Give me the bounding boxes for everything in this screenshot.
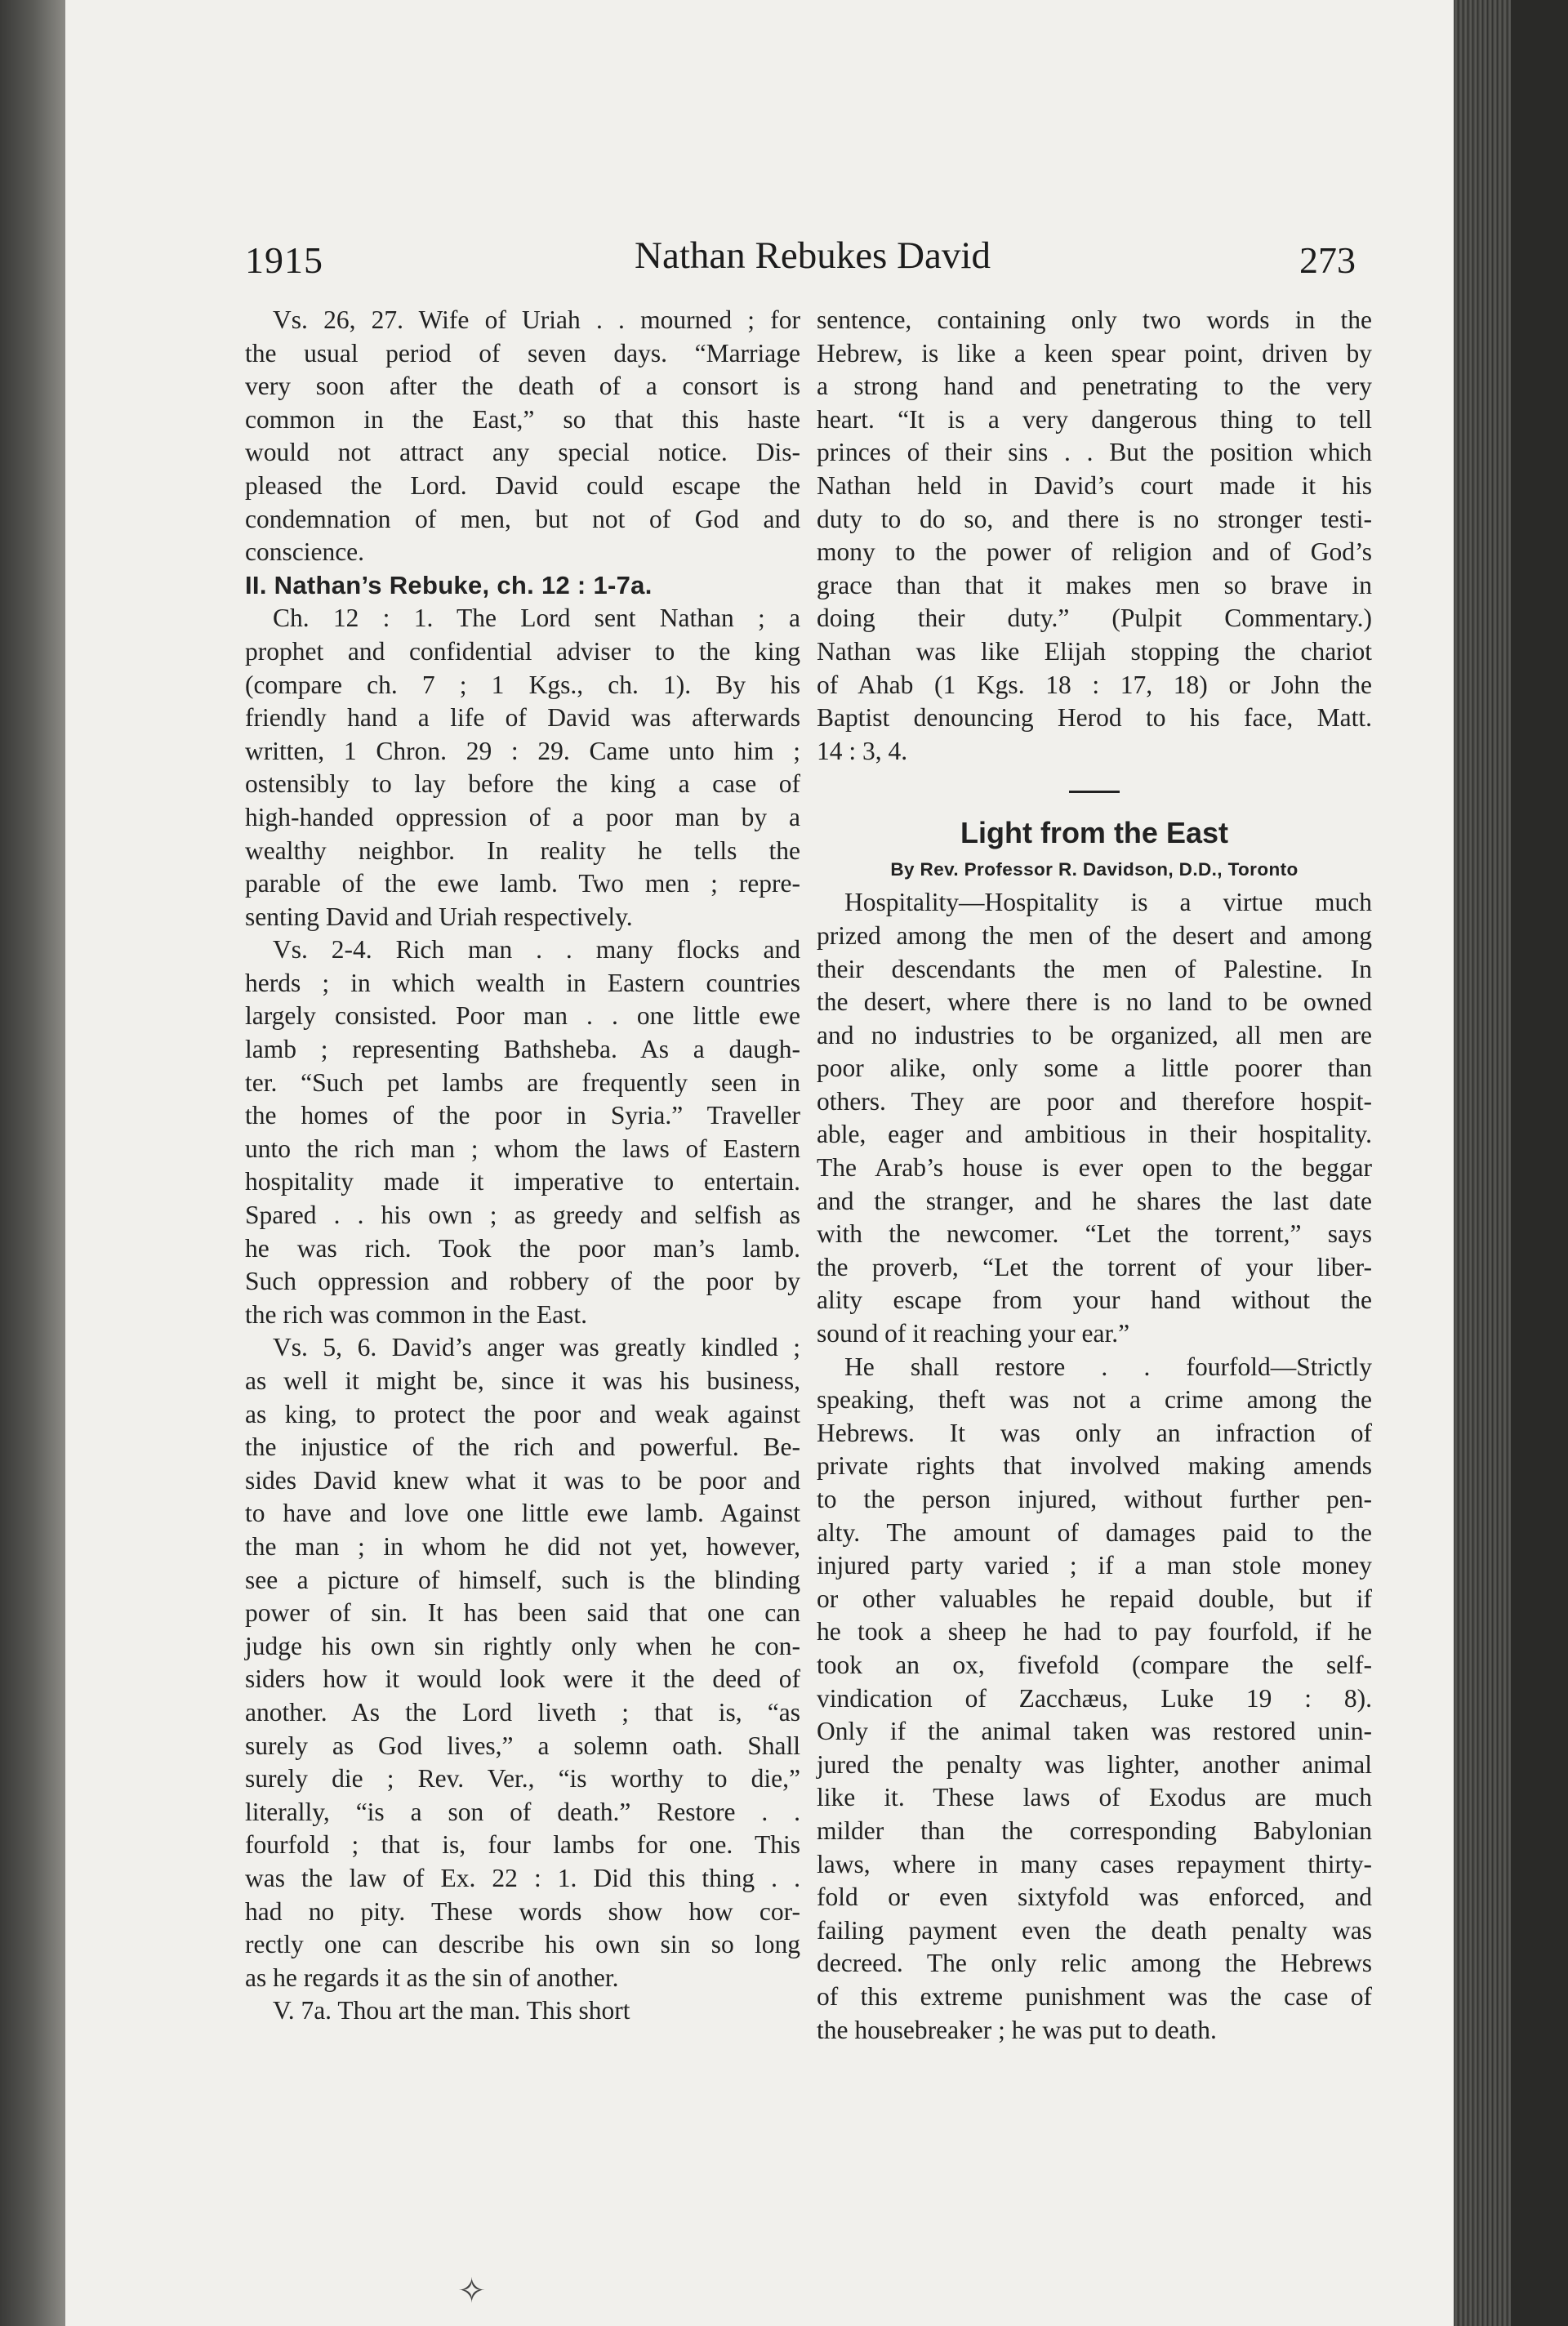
text-line: doing their duty.” (Pulpit Commentary.) bbox=[817, 604, 1372, 633]
text-line: hospitality made it imperative to entertain. bbox=[245, 1167, 800, 1196]
text-line: Vs. 26, 27. Wife of Uriah . . mourned ; for bbox=[273, 305, 800, 334]
text-line: wealthy neighbor. In reality he tells the bbox=[245, 835, 800, 865]
text-line: was the law of Ex. 22 : 1. Did this thing . . bbox=[245, 1863, 800, 1892]
text-line: heart. “It is a very dangerous thing to tell bbox=[817, 404, 1372, 434]
text-line: sentence, containing only two words in the bbox=[817, 305, 1372, 334]
text-line: had no pity. These words show how cor- bbox=[245, 1896, 800, 1926]
text-line: ality escape from your hand without the bbox=[817, 1286, 1372, 1315]
text-line: Nathan held in David’s court made it his bbox=[817, 470, 1372, 500]
text-line: (compare ch. 7 ; 1 Kgs., ch. 1). By his bbox=[245, 670, 800, 699]
text-line: the homes of the poor in Syria.” Traveller bbox=[245, 1101, 800, 1130]
text-line: of this extreme punishment was the case of bbox=[817, 1981, 1372, 2011]
text-line: Ch. 12 : 1. The Lord sent Nathan ; a bbox=[273, 604, 800, 633]
text-line: jured the penalty was lighter, another animal bbox=[817, 1749, 1372, 1779]
text-line: he took a sheep he had to pay fourfold, if he bbox=[817, 1617, 1372, 1646]
text-line: fourfold ; that is, four lambs for one. This bbox=[245, 1830, 800, 1860]
text-line: with the newcomer. “Let the torrent,” says bbox=[817, 1219, 1372, 1249]
header-year: 1915 bbox=[245, 239, 323, 281]
text-line: and no industries to be organized, all men are bbox=[817, 1020, 1372, 1049]
text-line: The Arab’s house is ever open to the beggar bbox=[817, 1153, 1372, 1183]
text-line: private rights that involved making amends bbox=[817, 1451, 1372, 1481]
text-line: able, eager and ambitious in their hospitality. bbox=[817, 1120, 1372, 1149]
text-line: sides David knew what it was to be poor and bbox=[245, 1465, 800, 1495]
page-stack-edge bbox=[1454, 0, 1511, 2326]
text-line: the usual period of seven days. “Marriage bbox=[245, 338, 800, 368]
text-line: of Ahab (1 Kgs. 18 : 17, 18) or John the bbox=[817, 670, 1372, 699]
text-line: as king, to protect the poor and weak against bbox=[245, 1399, 800, 1428]
text-line: power of sin. It has been said that one can bbox=[245, 1598, 800, 1628]
text-line: would not attract any special notice. Dis- bbox=[245, 438, 800, 467]
text-line: surely die ; Rev. Ver., “is worthy to die,” bbox=[245, 1764, 800, 1794]
text-line: V. 7a. Thou art the man. This short bbox=[273, 1996, 630, 2025]
text-line: milder than the corresponding Babylonian bbox=[817, 1816, 1372, 1845]
text-line: common in the East,” so that this haste bbox=[245, 404, 800, 434]
text-line: the proverb, “Let the torrent of your liber- bbox=[817, 1252, 1372, 1281]
text-line: laws, where in many cases repayment thirty- bbox=[817, 1849, 1372, 1878]
text-line: the man ; in whom he did not yet, however, bbox=[245, 1531, 800, 1561]
left-paragraphs-a bbox=[245, 304, 800, 569]
text-line: as he regards it as the sin of another. bbox=[245, 1963, 619, 1992]
page-number: 273 bbox=[1299, 239, 1356, 281]
text-line: the rich was common in the East. bbox=[245, 1299, 588, 1329]
text-line: Hebrew, is like a keen spear point, driven by bbox=[817, 338, 1372, 368]
text-line: he was rich. Took the poor man’s lamb. bbox=[245, 1233, 800, 1263]
right-paragraphs-a bbox=[817, 304, 1372, 768]
left-column bbox=[245, 304, 800, 2028]
running-header bbox=[245, 234, 1380, 287]
text-line: largely consisted. Poor man . . one little ewe bbox=[245, 1001, 800, 1031]
text-line: and the stranger, and he shares the last date bbox=[817, 1186, 1372, 1215]
text-line: others. They are poor and therefore hospit- bbox=[817, 1086, 1372, 1116]
scan-left-margin bbox=[0, 0, 65, 2326]
text-line: Only if the animal taken was restored unin- bbox=[817, 1717, 1372, 1746]
text-line: senting David and Uriah respectively. bbox=[245, 902, 633, 931]
text-line: sound of it reaching your ear.” bbox=[817, 1319, 1130, 1348]
text-line: Baptist denouncing Herod to his face, Matt. bbox=[817, 703, 1372, 733]
text-line: ostensibly to lay before the king a case of bbox=[245, 769, 800, 799]
text-line: friendly hand a life of David was afterwards bbox=[245, 703, 800, 733]
text-line: Such oppression and robbery of the poor by bbox=[245, 1267, 800, 1296]
text-line: injured party varied ; if a man stole money bbox=[817, 1551, 1372, 1580]
text-line: another. As the Lord liveth ; that is, “as bbox=[245, 1697, 800, 1727]
text-line: or other valuables he repaid double, but if bbox=[817, 1584, 1372, 1613]
text-line: the housebreaker ; he was put to death. bbox=[817, 2015, 1217, 2044]
text-line: ter. “Such pet lambs are frequently seen in bbox=[245, 1067, 800, 1097]
text-line: the desert, where there is no land to be owned bbox=[817, 987, 1372, 1017]
right-column bbox=[817, 304, 1372, 2047]
left-paragraphs-b bbox=[245, 602, 800, 2028]
text-line: princes of their sins . . But the position which bbox=[817, 438, 1372, 467]
text-line: see a picture of himself, such is the blinding bbox=[245, 1565, 800, 1594]
header-title: Nathan Rebukes David bbox=[635, 234, 991, 277]
text-line: Spared . . his own ; as greedy and selfish as bbox=[245, 1201, 800, 1230]
right-paragraphs-b bbox=[817, 886, 1372, 2047]
text-line: literally, “is a son of death.” Restore . . bbox=[245, 1797, 800, 1826]
text-line: grace than that it makes men so brave in bbox=[817, 570, 1372, 599]
text-line: to the person injured, without further pen- bbox=[817, 1485, 1372, 1513]
text-line: decreed. The only relic among the Hebrews bbox=[817, 1949, 1372, 1978]
text-line: unto the rich man ; whom the laws of Eastern bbox=[245, 1134, 800, 1163]
text-line: 14 : 3, 4. bbox=[817, 736, 908, 765]
text-line: a strong hand and penetrating to the very bbox=[817, 372, 1372, 401]
text-line: written, 1 Chron. 29 : 29. Came unto him ; bbox=[245, 736, 800, 765]
text-line: prophet and confidential adviser to the king bbox=[245, 636, 800, 666]
text-line: Hospitality—Hospitality is a virtue much bbox=[844, 888, 1372, 917]
text-line: Hebrews. It was only an infraction of bbox=[817, 1418, 1372, 1447]
text-line: lamb ; representing Bathsheba. As a daugh- bbox=[245, 1035, 800, 1064]
scan-speck: ✧ bbox=[457, 2273, 487, 2310]
text-line: pleased the Lord. David could escape the bbox=[245, 470, 800, 500]
text-line: He shall restore . . fourfold—Strictly bbox=[844, 1352, 1372, 1381]
text-line: vindication of Zacchæus, Luke 19 : 8). bbox=[817, 1683, 1372, 1713]
section-divider bbox=[1069, 791, 1120, 793]
text-line: mony to the power of religion and of God’s bbox=[817, 537, 1372, 567]
text-line: high-handed oppression of a poor man by a bbox=[245, 802, 800, 831]
text-line: rectly one can describe his own sin so long bbox=[245, 1930, 800, 1959]
text-line: poor alike, only some a little poorer than bbox=[817, 1054, 1372, 1083]
text-line: as well it might be, since it was his business, bbox=[245, 1366, 800, 1395]
text-line: speaking, theft was not a crime among the bbox=[817, 1385, 1372, 1415]
article-byline: By Rev. Professor R. Davidson, D.D., Toronto bbox=[890, 859, 1298, 880]
text-line: surely as God lives,” a solemn oath. Shall bbox=[245, 1731, 800, 1760]
text-line: to have and love one little ewe lamb. Against bbox=[245, 1499, 800, 1528]
text-line: herds ; in which wealth in Eastern countries bbox=[245, 968, 800, 997]
text-line: conscience. bbox=[245, 537, 365, 567]
text-line: fold or even sixtyfold was enforced, and bbox=[817, 1883, 1372, 1912]
text-line: the injustice of the rich and powerful. Be- bbox=[245, 1433, 800, 1462]
text-line: Vs. 5, 6. David’s anger was greatly kindled ; bbox=[273, 1333, 800, 1362]
text-line: Vs. 2-4. Rich man . . many flocks and bbox=[273, 935, 800, 965]
text-line: condemnation of men, but not of God and bbox=[245, 504, 800, 533]
text-line: their descendants the men of Palestine. In bbox=[817, 954, 1372, 983]
text-line: Nathan was like Elijah stopping the chariot bbox=[817, 636, 1372, 666]
text-line: took an ox, fivefold (compare the self- bbox=[817, 1650, 1372, 1679]
section-heading: II. Nathan’s Rebuke, ch. 12 : 1-7a. bbox=[245, 570, 653, 599]
text-line: siders how it would look were it the deed of bbox=[245, 1664, 800, 1694]
text-line: judge his own sin rightly only when he con- bbox=[245, 1631, 800, 1660]
article-title: Light from the East bbox=[960, 816, 1228, 850]
text-line: prized among the men of the desert and among bbox=[817, 920, 1372, 950]
text-line: duty to do so, and there is no stronger testi- bbox=[817, 504, 1372, 533]
text-line: very soon after the death of a consort is bbox=[245, 372, 800, 401]
text-line: like it. These laws of Exodus are much bbox=[817, 1783, 1372, 1812]
text-line: parable of the ewe lamb. Two men ; repre- bbox=[245, 869, 800, 898]
text-line: alty. The amount of damages paid to the bbox=[817, 1517, 1372, 1547]
text-line: failing payment even the death penalty was bbox=[817, 1915, 1372, 1945]
